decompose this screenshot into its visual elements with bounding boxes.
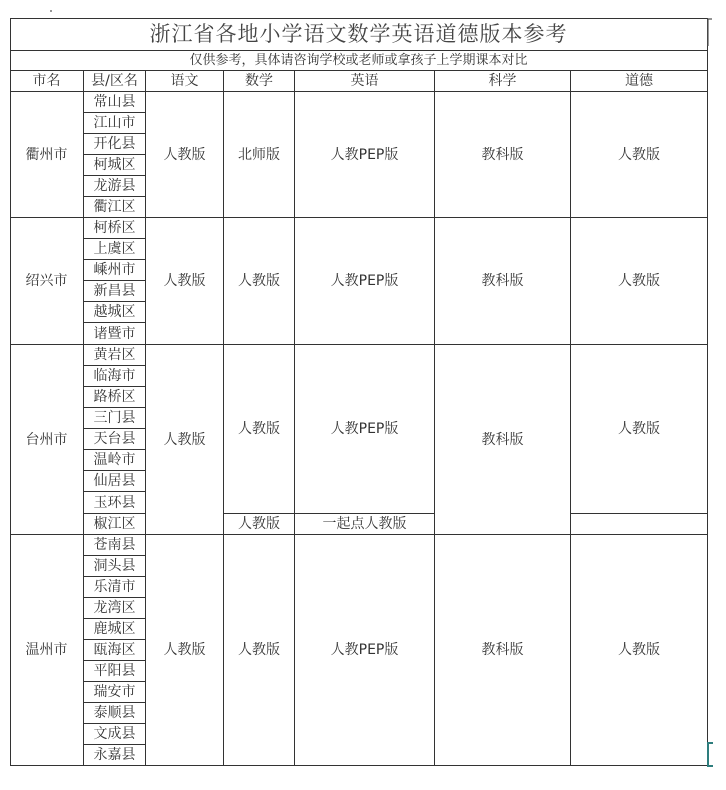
jiaojiang-math-edition: 人教版 — [238, 516, 280, 532]
header-chinese: 语文 — [170, 73, 199, 89]
header-english: 英语 — [350, 73, 379, 89]
county-cell: 上虞区 — [93, 241, 136, 257]
county-cell: 瑞安市 — [93, 684, 136, 700]
page-title: 浙江省各地小学语文数学英语道德版本参考 — [149, 22, 568, 46]
taizhou-english-edition: 人教PEP版 — [330, 421, 399, 437]
shaoxing-english-edition: 人教PEP版 — [330, 273, 399, 289]
quzhou-chinese-edition: 人教版 — [163, 146, 206, 163]
city-shaoxing: 绍兴市 — [25, 273, 68, 289]
shaoxing-chinese-edition: 人教版 — [163, 273, 206, 289]
quzhou-morality-edition: 人教版 — [618, 146, 660, 163]
county-cell: 新昌县 — [93, 283, 136, 299]
header-county: 县/区名 — [91, 73, 138, 89]
city-taizhou: 台州市 — [25, 431, 68, 448]
county-cell: 泰顺县 — [93, 705, 136, 721]
county-cell: 仙居县 — [93, 473, 136, 489]
county-cell: 临海市 — [93, 368, 136, 384]
county-cell: 柯城区 — [93, 157, 136, 173]
wenzhou-morality-edition: 人教版 — [618, 642, 660, 658]
county-cell: 开化县 — [93, 136, 136, 152]
quzhou-math-edition: 北师版 — [238, 146, 280, 163]
page-subtitle: 仅供参考，具体请咨询学校或老师或拿孩子上学期课本对比 — [189, 53, 528, 68]
county-cell: 越城区 — [93, 304, 136, 320]
county-cell: 洞头县 — [93, 558, 136, 574]
bracket-mark-bottom — [705, 742, 715, 768]
header-math: 数学 — [245, 73, 273, 89]
county-cell: 三门县 — [93, 410, 136, 426]
county-cell: 嵊州市 — [93, 262, 136, 278]
quzhou-science-edition: 教科版 — [481, 146, 524, 163]
edition-reference-table — [10, 18, 707, 765]
county-cell: 玉环县 — [93, 494, 136, 511]
taizhou-chinese-edition: 人教版 — [163, 431, 206, 448]
header-morality: 道德 — [625, 73, 653, 89]
county-cell: 乐清市 — [93, 579, 136, 595]
county-cell: 路桥区 — [93, 389, 136, 405]
shaoxing-morality-edition: 人教版 — [618, 273, 660, 289]
county-cell: 瓯海区 — [93, 642, 136, 658]
wenzhou-chinese-edition: 人教版 — [163, 642, 206, 658]
shaoxing-science-edition: 教科版 — [481, 273, 524, 289]
bracket-mark-top — [706, 18, 714, 48]
county-cell: 柯桥区 — [93, 220, 136, 236]
county-cell: 龙游县 — [93, 178, 136, 194]
header-science: 科学 — [488, 73, 517, 89]
county-cell: 诸暨市 — [93, 325, 136, 342]
county-cell: 苍南县 — [93, 537, 136, 553]
county-cell: 常山县 — [93, 94, 136, 110]
county-cell: 天台县 — [93, 431, 136, 447]
county-cell: 温岭市 — [93, 452, 136, 468]
county-cell: 文成县 — [93, 726, 136, 742]
county-cell: 鹿城区 — [93, 621, 136, 637]
county-cell: 平阳县 — [93, 663, 136, 679]
county-cell: 黄岩区 — [93, 347, 136, 363]
county-cell: 衢江区 — [93, 199, 136, 215]
shaoxing-math-edition: 人教版 — [238, 273, 280, 289]
city-wenzhou: 温州市 — [25, 642, 68, 658]
city-quzhou: 衢州市 — [25, 146, 68, 163]
taizhou-math-edition: 人教版 — [238, 421, 280, 437]
county-cell: 江山市 — [93, 115, 136, 131]
wenzhou-english-edition: 人教PEP版 — [330, 642, 399, 658]
wenzhou-science-edition: 教科版 — [481, 642, 524, 658]
county-cell: 永嘉县 — [93, 747, 136, 763]
quzhou-english-edition: 人教PEP版 — [330, 146, 399, 163]
taizhou-science-edition: 教科版 — [481, 431, 524, 448]
header-city: 市名 — [32, 73, 61, 89]
wenzhou-math-edition: 人教版 — [238, 642, 280, 658]
county-cell: 龙湾区 — [93, 600, 136, 616]
jiaojiang-english-edition: 一起点人教版 — [322, 516, 407, 532]
taizhou-morality-edition: 人教版 — [618, 421, 660, 437]
county-cell: 椒江区 — [93, 516, 136, 532]
dot-mark — [48, 9, 54, 13]
